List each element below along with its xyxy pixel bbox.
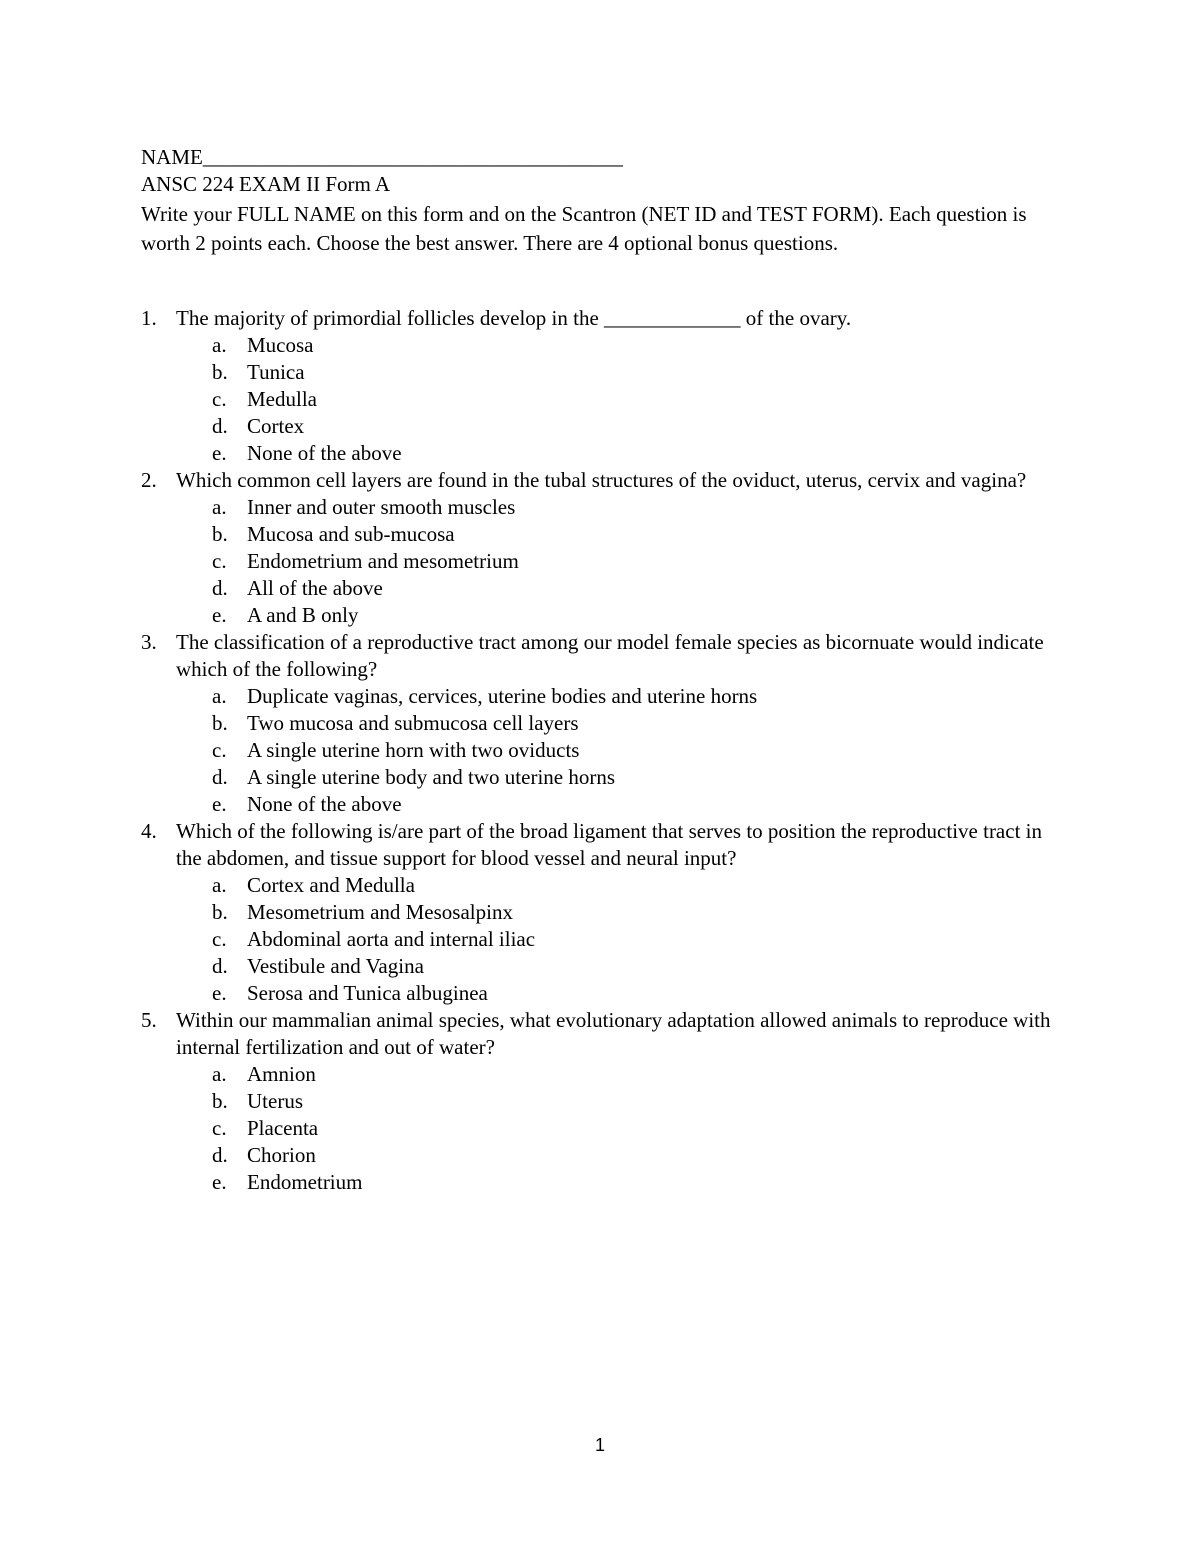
option-letter: c. xyxy=(212,738,227,762)
question-2 xyxy=(141,467,1071,629)
option-letter: a. xyxy=(212,1062,227,1086)
question-number: 3. xyxy=(141,630,157,654)
question-number: 5. xyxy=(141,1008,157,1032)
option-letter: d. xyxy=(212,1143,228,1167)
question-4 xyxy=(141,818,1071,1007)
question-text: The majority of primordial follicles develop in the _____________ of the ovary. xyxy=(176,306,852,330)
option-letter: b. xyxy=(212,900,228,924)
question-text: The classification of a reproductive tract among our model female species as bicornuate would indicate which of the following? xyxy=(176,630,1044,681)
option-text: Serosa and Tunica albuginea xyxy=(247,981,488,1005)
option-list xyxy=(176,872,1071,1007)
option-c xyxy=(176,1115,1071,1142)
option-letter: e. xyxy=(212,981,227,1005)
option-e xyxy=(176,1169,1071,1196)
option-letter: a. xyxy=(212,684,227,708)
option-b xyxy=(176,359,1071,386)
option-b xyxy=(176,710,1071,737)
option-b xyxy=(176,1088,1071,1115)
option-list xyxy=(176,1061,1071,1196)
option-letter: c. xyxy=(212,387,227,411)
option-text: Mucosa xyxy=(247,333,314,357)
option-text: Inner and outer smooth muscles xyxy=(247,495,516,519)
option-letter: e. xyxy=(212,1170,227,1194)
option-letter: a. xyxy=(212,333,227,357)
question-list xyxy=(141,305,1071,1196)
option-text: All of the above xyxy=(247,576,383,600)
name-line: NAME________________________________________ xyxy=(141,145,623,169)
option-text: A single uterine body and two uterine horns xyxy=(247,765,616,789)
option-text: Uterus xyxy=(247,1089,303,1113)
option-e xyxy=(176,980,1071,1007)
page-number: 1 xyxy=(594,1435,605,1455)
option-text: Endometrium xyxy=(247,1170,363,1194)
option-letter: c. xyxy=(212,549,227,573)
exam-title: ANSC 224 EXAM II Form A xyxy=(141,172,391,196)
option-letter: c. xyxy=(212,927,227,951)
option-text: Endometrium and mesometrium xyxy=(247,549,519,573)
option-a xyxy=(176,494,1071,521)
option-letter: a. xyxy=(212,495,227,519)
option-a xyxy=(176,872,1071,899)
option-letter: b. xyxy=(212,360,228,384)
option-text: Abdominal aorta and internal iliac xyxy=(247,927,536,951)
option-a xyxy=(176,1061,1071,1088)
option-text: Tunica xyxy=(247,360,305,384)
option-text: Amnion xyxy=(247,1062,316,1086)
option-d xyxy=(176,413,1071,440)
option-letter: c. xyxy=(212,1116,227,1140)
option-text: A single uterine horn with two oviducts xyxy=(247,738,580,762)
question-number: 2. xyxy=(141,468,157,492)
option-d xyxy=(176,575,1071,602)
option-c xyxy=(176,737,1071,764)
option-list xyxy=(176,494,1071,629)
option-text: Duplicate vaginas, cervices, uterine bodies and uterine horns xyxy=(247,684,758,708)
question-text: Which common cell layers are found in the tubal structures of the oviduct, uterus, cervix and vagina? xyxy=(176,468,1027,492)
option-c xyxy=(176,548,1071,575)
option-letter: d. xyxy=(212,414,228,438)
option-letter: e. xyxy=(212,441,227,465)
option-text: Chorion xyxy=(247,1143,316,1167)
question-text: Which of the following is/are part of the broad ligament that serves to position the reproductive tract in the abdomen, and tissue support for blood vessel and neural input? xyxy=(176,819,1042,870)
option-b xyxy=(176,521,1071,548)
question-1 xyxy=(141,305,1071,467)
option-e xyxy=(176,602,1071,629)
option-b xyxy=(176,899,1071,926)
option-e xyxy=(176,440,1071,467)
question-text: Within our mammalian animal species, what evolutionary adaptation allowed animals to reproduce with internal fertilization and out of water? xyxy=(176,1008,1051,1059)
option-text: Vestibule and Vagina xyxy=(247,954,424,978)
option-text: A and B only xyxy=(247,603,359,627)
question-3 xyxy=(141,629,1071,818)
option-letter: b. xyxy=(212,522,228,546)
option-list xyxy=(176,683,1071,818)
option-c xyxy=(176,386,1071,413)
option-text: Mucosa and sub-mucosa xyxy=(247,522,455,546)
option-d xyxy=(176,1142,1071,1169)
question-number: 1. xyxy=(141,306,157,330)
option-text: None of the above xyxy=(247,792,402,816)
option-text: Two mucosa and submucosa cell layers xyxy=(247,711,579,735)
question-5 xyxy=(141,1007,1071,1196)
instructions: Write your FULL NAME on this form and on the Scantron (NET ID and TEST FORM). Each question is worth 2 points each. Choose the best answer. There are 4 optional bonus questions. xyxy=(141,202,1027,255)
exam-header xyxy=(141,144,1071,258)
option-text: Medulla xyxy=(247,387,317,411)
option-list xyxy=(176,332,1071,467)
option-text: Mesometrium and Mesosalpinx xyxy=(247,900,513,924)
option-letter: b. xyxy=(212,1089,228,1113)
option-a xyxy=(176,332,1071,359)
option-letter: b. xyxy=(212,711,228,735)
option-letter: d. xyxy=(212,765,228,789)
option-text: Placenta xyxy=(247,1116,319,1140)
question-number: 4. xyxy=(141,819,157,843)
option-text: None of the above xyxy=(247,441,402,465)
option-d xyxy=(176,953,1071,980)
option-d xyxy=(176,764,1071,791)
option-letter: e. xyxy=(212,792,227,816)
option-letter: d. xyxy=(212,954,228,978)
option-c xyxy=(176,926,1071,953)
option-a xyxy=(176,683,1071,710)
option-e xyxy=(176,791,1071,818)
option-letter: d. xyxy=(212,576,228,600)
option-text: Cortex xyxy=(247,414,305,438)
option-letter: e. xyxy=(212,603,227,627)
option-letter: a. xyxy=(212,873,227,897)
option-text: Cortex and Medulla xyxy=(247,873,415,897)
